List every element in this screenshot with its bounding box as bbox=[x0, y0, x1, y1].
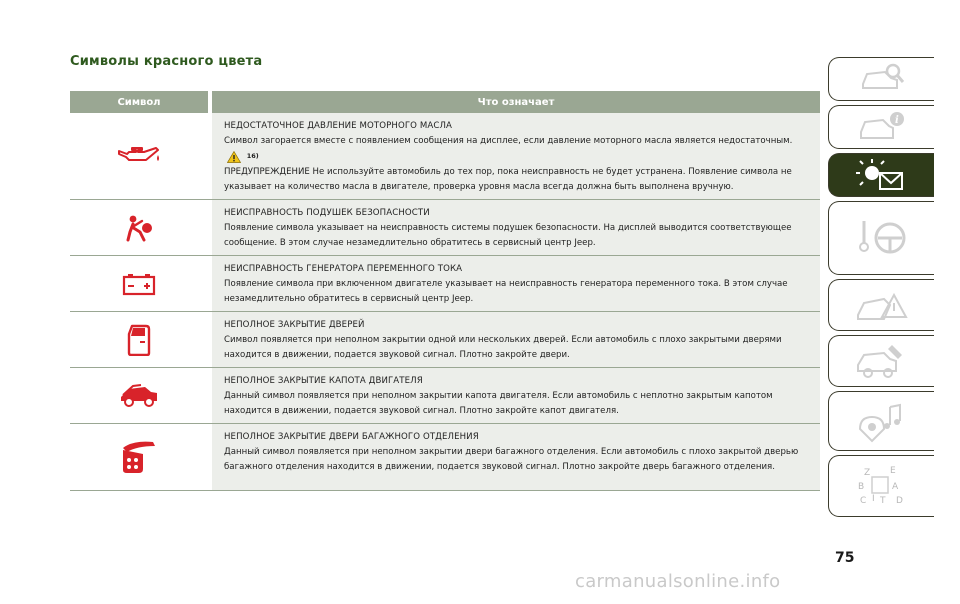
table-row bbox=[70, 113, 820, 200]
row-title: НЕДОСТАТОЧНОЕ ДАВЛЕНИЕ МОТОРНОГО МАСЛА bbox=[224, 121, 452, 131]
car-info-icon bbox=[857, 110, 907, 144]
watermark: carmanualsonline.info bbox=[575, 571, 781, 592]
svg-text:Z: Z bbox=[863, 468, 870, 478]
svg-text:A: A bbox=[891, 482, 898, 492]
row-warning-text: ПРЕДУПРЕЖДЕНИЕ Не используйте автомобиль до тех пор, пока неисправность не будет устранена. Появление символа не указывает на количество масла в двигателе, проверка уровня масла всегда должна быть выполнена вручную. bbox=[224, 167, 792, 192]
reference-mark: 16) bbox=[246, 152, 259, 160]
oil-can-icon bbox=[116, 145, 162, 167]
trunk-open-icon bbox=[119, 438, 159, 476]
tab-index[interactable] bbox=[828, 455, 934, 517]
row-text: Символ появляется при неполном закрытии одной или нескольких дверей. Если автомобиль с плохо закрытыми дверями находится в движении, подается звуковой сигнал. Плотно закройте двери. bbox=[224, 335, 782, 360]
tab-service[interactable] bbox=[828, 335, 934, 387]
tab-warning-lights[interactable] bbox=[828, 153, 934, 197]
car-service-icon bbox=[854, 341, 910, 381]
alphabet-index-icon bbox=[852, 461, 912, 511]
door-open-icon bbox=[126, 324, 152, 356]
hood-open-icon bbox=[119, 383, 159, 409]
tab-emergency[interactable] bbox=[828, 279, 934, 331]
battery-icon bbox=[122, 272, 156, 296]
page-number: 75 bbox=[835, 550, 855, 566]
row-text: Данный символ появляется при неполном закрытии двери багажного отделения. Если автомобиль с плохо закрытой дверью багажного отделения находится в движении, подается звуковой сигнал. Плотно закройте дверь багажного отделения. bbox=[224, 447, 799, 472]
map-music-icon bbox=[854, 399, 910, 443]
tab-car-info[interactable] bbox=[828, 105, 934, 149]
svg-text:T: T bbox=[879, 496, 885, 506]
section-title: Символы красного цвета bbox=[70, 54, 263, 69]
table-header bbox=[70, 91, 820, 113]
steering-wheel-icon bbox=[852, 213, 912, 263]
tab-multimedia[interactable] bbox=[828, 391, 934, 451]
table-row bbox=[70, 200, 820, 256]
row-title: НЕИСПРАВНОСТЬ ПОДУШЕК БЕЗОПАСНОСТИ bbox=[224, 208, 430, 218]
car-crash-icon bbox=[854, 285, 910, 325]
row-title: НЕПОЛНОЕ ЗАКРЫТИЕ ДВЕРИ БАГАЖНОГО ОТДЕЛЕНИЯ bbox=[224, 432, 479, 442]
header-symbol: Символ bbox=[70, 91, 208, 113]
tab-car-search[interactable] bbox=[828, 57, 934, 101]
row-title: НЕПОЛНОЕ ЗАКРЫТИЕ ДВЕРЕЙ bbox=[224, 320, 365, 330]
warning-light-message-icon bbox=[852, 157, 912, 193]
svg-text:I: I bbox=[871, 494, 875, 504]
warning-triangle-icon bbox=[227, 151, 241, 163]
svg-text:B: B bbox=[857, 482, 864, 492]
airbag-icon bbox=[124, 214, 154, 242]
table-row bbox=[70, 424, 820, 491]
row-title: НЕПОЛНОЕ ЗАКРЫТИЕ КАПОТА ДВИГАТЕЛЯ bbox=[224, 376, 423, 386]
table-row bbox=[70, 312, 820, 368]
row-title: НЕИСПРАВНОСТЬ ГЕНЕРАТОРА ПЕРЕМЕННОГО ТОКА bbox=[224, 264, 463, 274]
svg-text:i: i bbox=[894, 115, 899, 126]
table-row bbox=[70, 256, 820, 312]
row-text: Символ загорается вместе с появлением сообщения на дисплее, если давление моторного масла является bbox=[224, 136, 716, 146]
row-text: Данный символ появляется при неполном закрытии капота двигателя. Если автомобиль с неплотно закрытым капотом находится в движении, подается звуковой сигнал. Плотно закройте капот двигателя. bbox=[224, 391, 773, 416]
tab-driving[interactable] bbox=[828, 201, 934, 275]
row-text: Появление символа указывает на неисправность системы подушек безопасности. На дисплей выводится соответствующее сообщение. В этом случае незамедлительно обратитесь в сервисный центр Jeep. bbox=[224, 223, 792, 248]
svg-text:C: C bbox=[859, 496, 866, 506]
svg-text:E: E bbox=[889, 466, 896, 476]
table-row bbox=[70, 368, 820, 424]
header-meaning: Что означает bbox=[212, 91, 820, 113]
car-search-icon bbox=[857, 62, 907, 96]
row-text-cont: недостаточным. bbox=[718, 136, 793, 146]
svg-text:D: D bbox=[895, 496, 903, 506]
row-text: Появление символа при включенном двигателе указывает на неисправность генератора переменного тока. В этом случае незамедлительно обратитесь в сервисный центр Jeep. bbox=[224, 279, 788, 304]
symbols-table bbox=[70, 91, 820, 491]
